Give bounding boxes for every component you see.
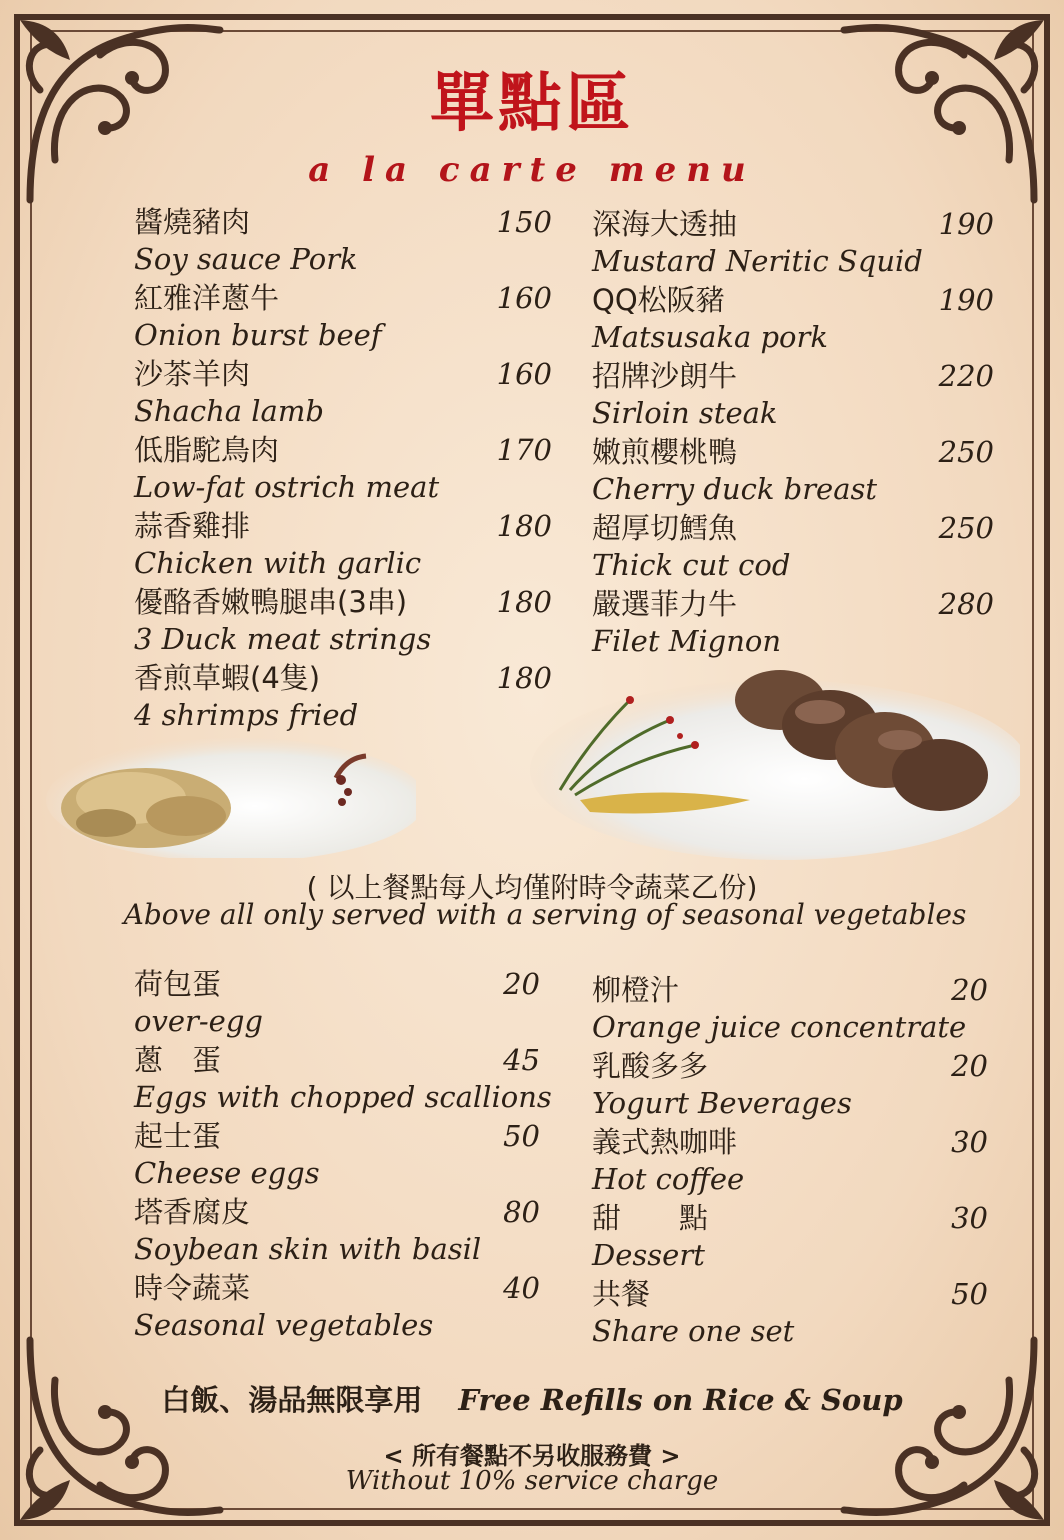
item-name-en: Share one set xyxy=(592,1314,795,1348)
item-name-zh: 塔香腐皮 xyxy=(134,1195,251,1229)
item-price: 30 xyxy=(951,1201,988,1235)
item-name-en: Eggs with chopped scallions xyxy=(134,1080,552,1114)
menu-item xyxy=(592,972,988,1048)
menu-item xyxy=(134,204,552,280)
item-price: 20 xyxy=(951,973,988,1007)
item-name-en: Cherry duck breast xyxy=(592,472,878,506)
item-name-zh: 共餐 xyxy=(592,1277,651,1311)
free-refill-banner xyxy=(0,1378,1064,1419)
item-name-en: Seasonal vegetables xyxy=(134,1308,434,1342)
menu-item xyxy=(592,510,994,586)
vegetables-note-en: Above all only served with a serving of seasonal vegetables xyxy=(123,898,967,931)
item-price: 250 xyxy=(938,511,994,545)
menu-item xyxy=(592,282,994,358)
main-dishes-right-column xyxy=(592,206,994,662)
menu-item xyxy=(134,660,552,736)
item-name-zh: 優酪香嫩鴨腿串(3串) xyxy=(134,585,408,619)
menu-item xyxy=(134,356,552,432)
item-name-zh: 香煎草蝦(4隻) xyxy=(134,661,321,695)
item-name-zh: 沙茶羊肉 xyxy=(134,357,251,391)
item-name-zh: 乳酸多多 xyxy=(592,1049,709,1083)
menu-item xyxy=(592,434,994,510)
item-name-zh: 蒜香雞排 xyxy=(134,509,251,543)
item-name-zh: 深海大透抽 xyxy=(592,207,738,241)
menu-item xyxy=(592,358,994,434)
item-name-zh: 蔥 蛋 xyxy=(134,1043,222,1077)
item-name-en: Low-fat ostrich meat xyxy=(134,470,440,504)
menu-item xyxy=(592,1124,988,1200)
main-dishes-left-column xyxy=(134,204,552,736)
free-refill-en: Free Refills on Rice & Soup xyxy=(458,1383,903,1417)
item-name-zh: 義式熱咖啡 xyxy=(592,1125,738,1159)
menu-item xyxy=(134,584,552,660)
item-name-en: Dessert xyxy=(592,1238,705,1272)
side-items-left-column xyxy=(134,966,552,1346)
item-name-zh: 嚴選菲力牛 xyxy=(592,587,738,621)
item-name-en: Sirloin steak xyxy=(592,396,778,430)
menu-item xyxy=(592,206,994,282)
service-charge-note-zh: < 所有餐點不另收服務費 > xyxy=(383,1442,681,1470)
item-name-zh: 低脂駝鳥肉 xyxy=(134,433,280,467)
item-price: 220 xyxy=(938,359,994,393)
item-name-zh: 醬燒豬肉 xyxy=(134,205,251,239)
item-name-zh: 荷包蛋 xyxy=(134,967,222,1001)
item-price: 50 xyxy=(503,1119,540,1153)
item-name-zh: 起士蛋 xyxy=(134,1119,222,1153)
item-price: 180 xyxy=(496,585,552,619)
item-price: 30 xyxy=(951,1125,988,1159)
item-price: 150 xyxy=(496,205,552,239)
free-refill-zh: 白飯、湯品無限享用 xyxy=(161,1383,423,1417)
item-name-en: Onion burst beef xyxy=(134,318,382,352)
item-price: 80 xyxy=(503,1195,540,1229)
item-name-en: Cheese eggs xyxy=(134,1156,320,1190)
item-name-zh: 紅雅洋蔥牛 xyxy=(134,281,280,315)
side-items-right-column xyxy=(592,972,988,1352)
item-price: 190 xyxy=(938,283,994,317)
item-price: 180 xyxy=(496,509,552,543)
fried-shrimp-photo xyxy=(36,728,416,858)
menu-title: 單點區 xyxy=(430,67,634,141)
item-name-en: Soy sauce Pork xyxy=(134,242,358,276)
item-price: 170 xyxy=(496,433,552,467)
item-price: 160 xyxy=(496,357,552,391)
service-charge-note-en: Without 10% service charge xyxy=(345,1466,719,1496)
item-name-en: Mustard Neritic Squid xyxy=(592,244,923,278)
item-name-en: Matsusaka pork xyxy=(592,320,828,354)
item-name-en: Filet Mignon xyxy=(592,624,782,658)
item-name-en: 3 Duck meat strings xyxy=(134,622,432,656)
menu-item xyxy=(134,1194,540,1270)
item-name-en: Yogurt Beverages xyxy=(592,1086,852,1120)
item-name-zh: 甜 點 xyxy=(592,1201,709,1235)
item-price: 20 xyxy=(951,1049,988,1083)
menu-item xyxy=(592,1200,988,1276)
item-name-en: Orange juice concentrate xyxy=(592,1010,967,1044)
menu-item xyxy=(134,280,552,356)
menu-item xyxy=(134,1042,552,1118)
menu-item xyxy=(134,508,552,584)
item-price: 280 xyxy=(938,587,994,621)
item-name-en: Soybean skin with basil xyxy=(134,1232,482,1266)
item-name-zh: 招牌沙朗牛 xyxy=(592,359,738,393)
item-price: 180 xyxy=(496,661,552,695)
menu-item xyxy=(592,1048,988,1124)
item-price: 160 xyxy=(496,281,552,315)
item-name-en: Shacha lamb xyxy=(134,394,324,428)
item-name-zh: QQ松阪豬 xyxy=(592,283,725,317)
item-price: 40 xyxy=(503,1271,540,1305)
menu-subtitle: a la carte menu xyxy=(308,150,756,190)
menu-item xyxy=(134,1270,540,1346)
item-name-en: 4 shrimps fried xyxy=(134,698,359,732)
item-price: 250 xyxy=(938,435,994,469)
menu-item xyxy=(134,432,552,508)
item-price: 50 xyxy=(951,1277,988,1311)
menu-item xyxy=(134,1118,540,1194)
item-price: 190 xyxy=(938,207,994,241)
item-name-zh: 嫩煎櫻桃鴨 xyxy=(592,435,738,469)
vegetables-note-zh: ( 以上餐點每人均僅附時令蔬菜乙份) xyxy=(306,871,758,904)
item-name-en: Chicken with garlic xyxy=(134,546,422,580)
item-price: 20 xyxy=(503,967,540,1001)
item-price: 45 xyxy=(503,1043,540,1077)
menu-item xyxy=(592,1276,988,1352)
item-name-zh: 超厚切鱈魚 xyxy=(592,511,738,545)
item-name-en: Thick cut cod xyxy=(592,548,791,582)
item-name-zh: 柳橙汁 xyxy=(592,973,680,1007)
duck-skewer-photo xyxy=(520,650,1020,860)
item-name-en: Hot coffee xyxy=(592,1162,745,1196)
menu-item xyxy=(134,966,540,1042)
item-name-en: over-egg xyxy=(134,1004,263,1038)
item-name-zh: 時令蔬菜 xyxy=(134,1271,251,1305)
